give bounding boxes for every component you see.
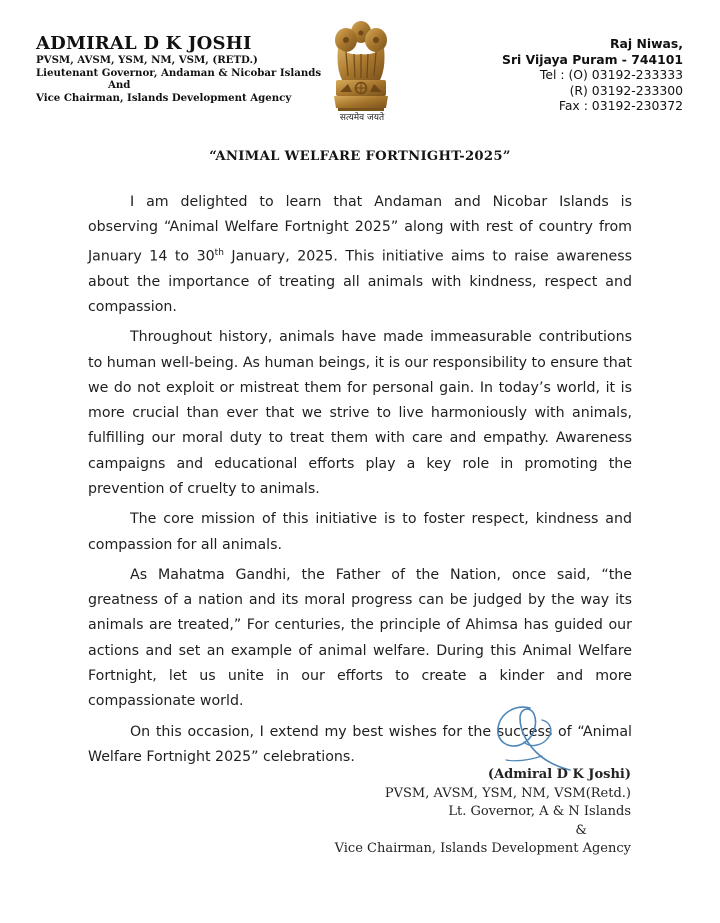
letterhead-decorations: PVSM, AVSM, YSM, NM, VSM, (RETD.)	[36, 54, 258, 66]
letter-body	[88, 190, 632, 775]
letterhead-conjunction: And	[108, 79, 131, 91]
address-line2: Sri Vijaya Puram - 744101	[502, 51, 683, 67]
paragraph-3: The core mission of this initiative is to foster respect, kindness and compassion for all animals.	[88, 511, 632, 553]
signatory-ampersand: &	[575, 822, 587, 838]
fax-number: Fax : 03192-230372	[558, 98, 683, 113]
paragraph-2: Throughout history, animals have made immeasurable contributions to human well-being. As human beings, it is our responsibility to ensure that we do not exploit or mistreat them for personal gain. In today’s world, it is more crucial than ever that we strive to live harmoniously with animals, fulfilling our moral duty to treat them with care and empathy. Awareness campaigns and educational efforts play a key role in promoting the prevention of cruelty to animals.	[88, 329, 632, 497]
paragraph-4: As Mahatma Gandhi, the Father of the Nation, once said, “the greatness of a nation and its moral progress can be judged by the way its animals are treated,” For centuries, the principle of Ahimsa has guided our actions and set an example of animal welfare. During this Animal Welfare Fortnight, let us unite in our efforts to create a kinder and more compassionate world.	[88, 566, 632, 710]
signatory-role1: Lt. Governor, A & N Islands	[448, 804, 631, 819]
address-line1: Raj Niwas,	[610, 36, 683, 51]
signatory-name: (Admiral D K Joshi)	[487, 767, 631, 782]
telephone-office: Tel : (O) 03192-233333	[539, 67, 683, 82]
paragraph-1-superscript: th	[214, 247, 224, 258]
signatory-block	[335, 766, 631, 859]
telephone-residence: (R) 03192-233300	[569, 82, 683, 98]
paragraph-1-part1: I am delighted to learn that Andaman and Nicobar Islands is observing “Animal Welfare Fortnight 2025” along with rest of country from January 14 to 30	[88, 194, 632, 265]
letterhead-address	[502, 36, 683, 114]
paragraph-1	[88, 190, 632, 320]
letterhead-office: Lieutenant Governor, Andaman & Nicobar Islands	[36, 66, 322, 79]
letterhead-name: ADMIRAL D K JOSHI	[36, 33, 252, 54]
signatory-decorations: PVSM, AVSM, YSM, NM, VSM(Retd.)	[384, 785, 631, 801]
letterhead-office2: Vice Chairman, Islands Development Agency	[36, 91, 292, 104]
letter-title: “ANIMAL WELFARE FORTNIGHT-2025”	[209, 149, 511, 164]
paragraph-1-part2: January, 2025. This initiative aims to raise awareness about the importance of treating all animals with kindness, respect and compassion.	[88, 248, 633, 315]
signatory-role2: Vice Chairman, Islands Development Agency	[334, 841, 631, 856]
paragraph-5: On this occasion, I extend my best wishes for the success of “Animal Welfare Fortnight 2025” celebrations.	[88, 723, 632, 765]
letterhead-left	[36, 34, 336, 104]
emblem-motto: सत्यमेव जयते	[339, 113, 385, 123]
